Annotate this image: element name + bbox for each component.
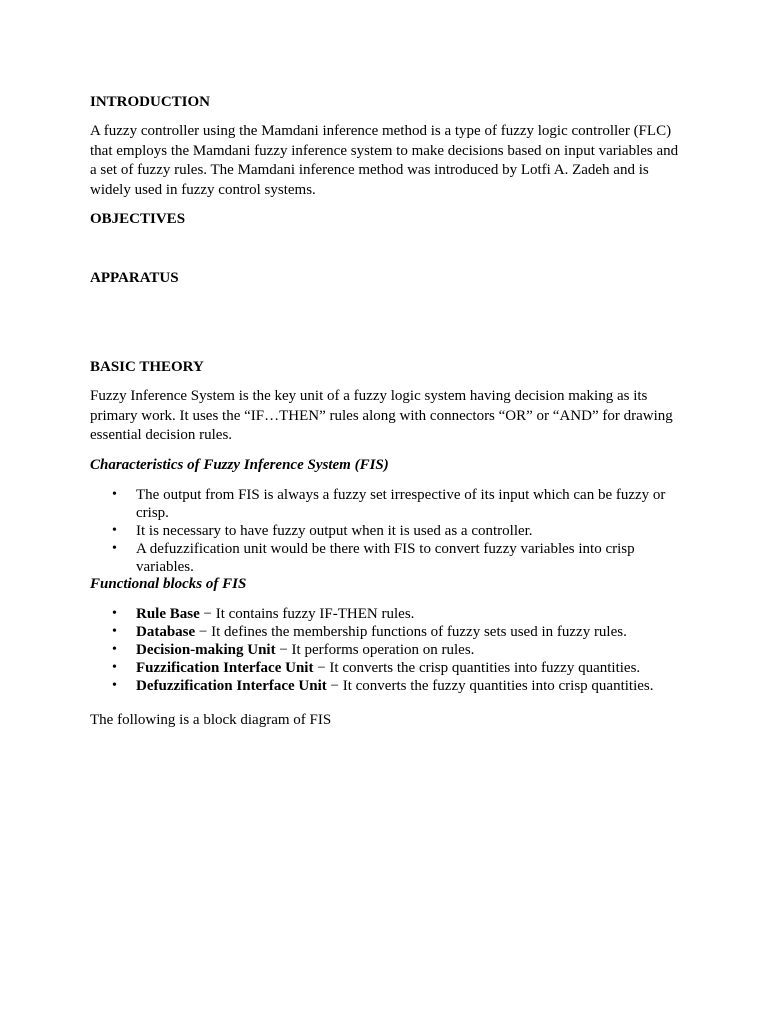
list-item-term: Rule Base <box>136 606 200 622</box>
list-item-description: − It contains fuzzy IF-THEN rules. <box>199 606 415 622</box>
list-item-term: Defuzzification Interface Unit <box>136 678 327 694</box>
list-item <box>90 522 680 540</box>
list-item-description: − It converts the crisp quantities into fuzzy quantities. <box>313 660 641 676</box>
introduction-heading: INTRODUCTION <box>90 94 211 110</box>
list-item-text: A defuzzification unit would be there with FIS to convert fuzzy variables into crisp variables. <box>136 541 635 575</box>
list-item <box>90 605 680 623</box>
introduction-paragraph: A fuzzy controller using the Mamdani inference method is a type of fuzzy logic controller (FLC) that employs the Mamdani fuzzy inference system to make decisions based on input variables and a set of fuzzy rules. The Mamdani inference method was introduced by Lotfi A. Zadeh and is widely used in fuzzy control systems. <box>90 123 679 198</box>
closing-paragraph: The following is a block diagram of FIS <box>90 712 332 728</box>
list-item <box>90 677 680 695</box>
bullet-icon: • <box>112 487 117 502</box>
list-item-term: Fuzzification Interface Unit <box>136 660 314 676</box>
list-item <box>90 623 680 641</box>
bullet-icon: • <box>112 523 117 538</box>
list-item-term: Decision-making Unit <box>136 642 276 658</box>
bullet-icon: • <box>112 660 117 675</box>
list-item-term: Database <box>136 624 196 640</box>
apparatus-heading: APPARATUS <box>90 270 179 286</box>
characteristics-list <box>90 486 680 576</box>
bullet-icon: • <box>112 678 117 693</box>
basic-theory-paragraph: Fuzzy Inference System is the key unit of a fuzzy logic system having decision making as its primary work. It uses the “IF…THEN” rules along with connectors “OR” or “AND” for drawing essential decision rules. <box>90 388 673 443</box>
list-item-text: It is necessary to have fuzzy output when it is used as a controller. <box>136 523 533 539</box>
list-item-description: − It defines the membership functions of fuzzy sets used in fuzzy rules. <box>195 624 627 640</box>
bullet-icon: • <box>112 541 117 556</box>
basic-theory-heading: BASIC THEORY <box>90 359 204 375</box>
bullet-icon: • <box>112 624 117 639</box>
list-item-description: − It converts the fuzzy quantities into crisp quantities. <box>326 678 654 694</box>
functional-blocks-list <box>90 605 680 695</box>
list-item-text: The output from FIS is always a fuzzy set irrespective of its input which can be fuzzy or crisp. <box>136 487 666 521</box>
list-item <box>90 540 680 576</box>
bullet-icon: • <box>112 606 117 621</box>
functional-blocks-heading: Functional blocks of FIS <box>90 576 247 592</box>
bullet-icon: • <box>112 642 117 657</box>
list-item <box>90 659 680 677</box>
objectives-heading: OBJECTIVES <box>90 211 186 227</box>
list-item-description: − It performs operation on rules. <box>275 642 475 658</box>
list-item <box>90 641 680 659</box>
list-item <box>90 486 680 522</box>
characteristics-heading: Characteristics of Fuzzy Inference System (FIS) <box>90 457 389 473</box>
